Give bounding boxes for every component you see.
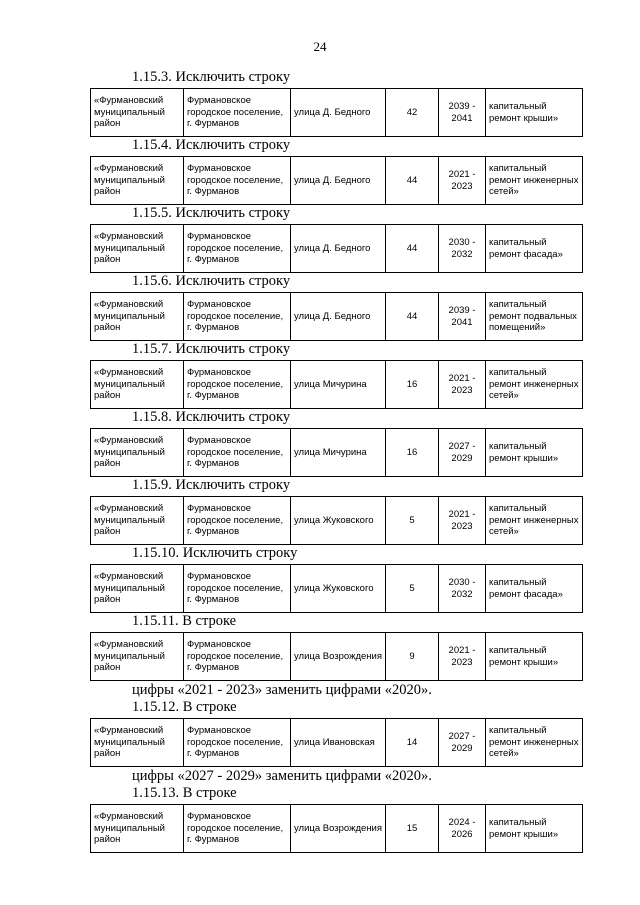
cell-house: 16 xyxy=(386,361,439,409)
cell-work: капитальный ремонт крыши» xyxy=(486,805,583,853)
table-row xyxy=(91,805,583,853)
cell-period: 2030 - 2032 xyxy=(439,225,486,273)
table-row xyxy=(91,361,583,409)
cell-work: капитальный ремонт крыши» xyxy=(486,429,583,477)
cell-street: улица Возрождения xyxy=(291,805,386,853)
cell-settlement: Фурмановское городское поселение, г. Фурманов xyxy=(184,293,291,341)
cell-work: капитальный ремонт подвальных помещений» xyxy=(486,293,583,341)
cell-street: улица Возрождения xyxy=(291,633,386,681)
cell-work: капитальный ремонт крыши» xyxy=(486,89,583,137)
table-row xyxy=(91,293,583,341)
housing-row-table xyxy=(90,224,583,273)
table-row xyxy=(91,225,583,273)
section-heading: 1.15.12. В строке xyxy=(132,699,237,715)
housing-row-table xyxy=(90,292,583,341)
cell-period: 2027 - 2029 xyxy=(439,429,486,477)
section-heading: 1.15.7. Исключить строку xyxy=(132,341,291,357)
table-row xyxy=(91,633,583,681)
section-heading: 1.15.3. Исключить строку xyxy=(132,69,291,85)
cell-street: улица Д. Бедного xyxy=(291,157,386,205)
cell-work: капитальный ремонт инженерных сетей» xyxy=(486,719,583,767)
cell-settlement: Фурмановское городское поселение, г. Фурманов xyxy=(184,361,291,409)
table-row xyxy=(91,719,583,767)
replacement-note: цифры «2021 - 2023» заменить цифрами «2020». xyxy=(132,682,432,698)
cell-work: капитальный ремонт инженерных сетей» xyxy=(486,157,583,205)
cell-house: 14 xyxy=(386,719,439,767)
cell-district: «Фурмановский муниципальный район xyxy=(91,293,184,341)
cell-work: капитальный ремонт крыши» xyxy=(486,633,583,681)
cell-period: 2021 - 2023 xyxy=(439,497,486,545)
cell-settlement: Фурмановское городское поселение, г. Фурманов xyxy=(184,719,291,767)
section-heading: 1.15.10. Исключить строку xyxy=(132,545,298,561)
cell-house: 5 xyxy=(386,497,439,545)
cell-district: «Фурмановский муниципальный район xyxy=(91,361,184,409)
cell-district: «Фурмановский муниципальный район xyxy=(91,89,184,137)
cell-house: 44 xyxy=(386,157,439,205)
cell-settlement: Фурмановское городское поселение, г. Фурманов xyxy=(184,429,291,477)
cell-work: капитальный ремонт фасада» xyxy=(486,565,583,613)
section-heading: 1.15.11. В строке xyxy=(132,613,237,629)
section-heading: 1.15.8. Исключить строку xyxy=(132,409,291,425)
cell-district: «Фурмановский муниципальный район xyxy=(91,497,184,545)
cell-district: «Фурмановский муниципальный район xyxy=(91,225,184,273)
cell-street: улица Д. Бедного xyxy=(291,89,386,137)
cell-street: улица Ивановская xyxy=(291,719,386,767)
housing-row-table xyxy=(90,632,583,681)
cell-period: 2021 - 2023 xyxy=(439,361,486,409)
cell-house: 15 xyxy=(386,805,439,853)
cell-period: 2030 - 2032 xyxy=(439,565,486,613)
table-row xyxy=(91,429,583,477)
cell-house: 16 xyxy=(386,429,439,477)
cell-settlement: Фурмановское городское поселение, г. Фурманов xyxy=(184,89,291,137)
housing-row-table xyxy=(90,804,583,853)
cell-settlement: Фурмановское городское поселение, г. Фурманов xyxy=(184,565,291,613)
cell-house: 5 xyxy=(386,565,439,613)
table-row xyxy=(91,497,583,545)
cell-work: капитальный ремонт инженерных сетей» xyxy=(486,497,583,545)
housing-row-table xyxy=(90,156,583,205)
section-heading: 1.15.4. Исключить строку xyxy=(132,137,291,153)
cell-district: «Фурмановский муниципальный район xyxy=(91,719,184,767)
cell-street: улица Д. Бедного xyxy=(291,293,386,341)
cell-district: «Фурмановский муниципальный район xyxy=(91,565,184,613)
cell-street: улица Д. Бедного xyxy=(291,225,386,273)
replacement-note: цифры «2027 - 2029» заменить цифрами «2020». xyxy=(132,768,432,784)
cell-period: 2021 - 2023 xyxy=(439,157,486,205)
table-row xyxy=(91,565,583,613)
cell-district: «Фурмановский муниципальный район xyxy=(91,157,184,205)
cell-period: 2039 - 2041 xyxy=(439,293,486,341)
housing-row-table xyxy=(90,718,583,767)
cell-house: 44 xyxy=(386,225,439,273)
cell-settlement: Фурмановское городское поселение, г. Фурманов xyxy=(184,157,291,205)
page-number: 24 xyxy=(313,39,327,54)
cell-district: «Фурмановский муниципальный район xyxy=(91,633,184,681)
cell-house: 9 xyxy=(386,633,439,681)
cell-work: капитальный ремонт фасада» xyxy=(486,225,583,273)
section-heading: 1.15.13. В строке xyxy=(132,785,237,801)
table-row xyxy=(91,157,583,205)
housing-row-table xyxy=(90,564,583,613)
cell-settlement: Фурмановское городское поселение, г. Фурманов xyxy=(184,805,291,853)
cell-street: улица Жуковского xyxy=(291,565,386,613)
table-row xyxy=(91,89,583,137)
cell-work: капитальный ремонт инженерных сетей» xyxy=(486,361,583,409)
cell-house: 44 xyxy=(386,293,439,341)
cell-period: 2021 - 2023 xyxy=(439,633,486,681)
cell-settlement: Фурмановское городское поселение, г. Фурманов xyxy=(184,497,291,545)
cell-period: 2027 - 2029 xyxy=(439,719,486,767)
section-heading: 1.15.5. Исключить строку xyxy=(132,205,291,221)
housing-row-table xyxy=(90,360,583,409)
housing-row-table xyxy=(90,88,583,137)
cell-street: улица Мичурина xyxy=(291,361,386,409)
cell-settlement: Фурмановское городское поселение, г. Фурманов xyxy=(184,225,291,273)
cell-street: улица Жуковского xyxy=(291,497,386,545)
section-heading: 1.15.9. Исключить строку xyxy=(132,477,291,493)
cell-street: улица Мичурина xyxy=(291,429,386,477)
cell-house: 42 xyxy=(386,89,439,137)
cell-settlement: Фурмановское городское поселение, г. Фурманов xyxy=(184,633,291,681)
cell-district: «Фурмановский муниципальный район xyxy=(91,429,184,477)
housing-row-table xyxy=(90,428,583,477)
cell-district: «Фурмановский муниципальный район xyxy=(91,805,184,853)
cell-period: 2039 - 2041 xyxy=(439,89,486,137)
cell-period: 2024 - 2026 xyxy=(439,805,486,853)
section-heading: 1.15.6. Исключить строку xyxy=(132,273,291,289)
housing-row-table xyxy=(90,496,583,545)
